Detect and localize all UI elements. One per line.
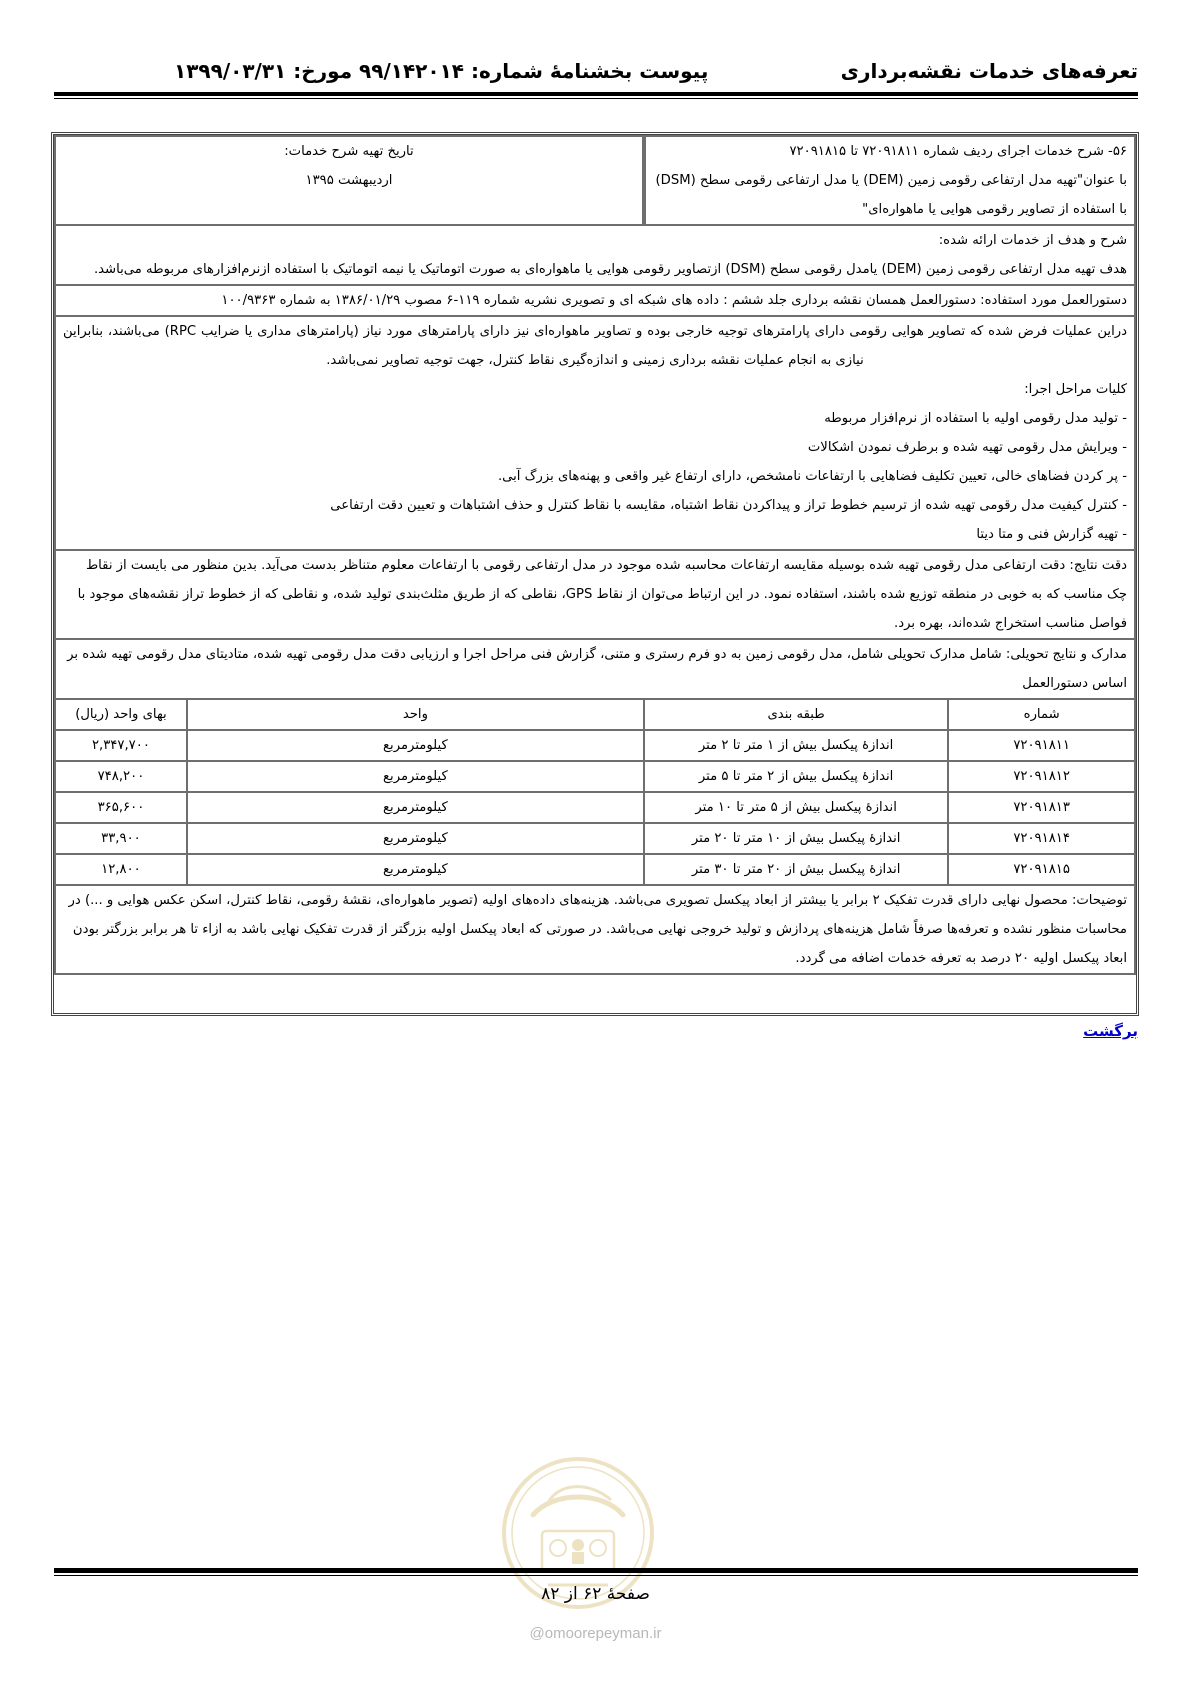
row-price: ۱۲,۸۰۰ <box>55 854 187 885</box>
table-row <box>55 854 1135 885</box>
header-price: بهای واحد (ریال) <box>55 699 187 730</box>
step-item: - تولید مدل رقومی اولیه با استفاده از نرم‌افزار مربوطه <box>824 411 1127 426</box>
back-link[interactable]: برگشت <box>1083 1022 1138 1040</box>
row-unit: کیلومترمربع <box>187 792 644 823</box>
description-text: هدف تهیه مدل ارتفاعی رقومی زمین (DEM) یامدل رقومی سطح (DSM) ازتصاویر رقومی هوایی یا ماهواره‌ای به صورت اتوماتیک یا نیمه اتوماتیک با استفاده ازنرم‌افزارهای مربوطه می‌باشد. <box>93 262 1127 277</box>
row-price: ۳۶۵,۶۰۰ <box>55 792 187 823</box>
description-heading: شرح و هدف از خدمات ارائه شده: <box>938 233 1127 248</box>
header-rule-thick <box>54 92 1138 96</box>
service-date-cell <box>55 136 644 225</box>
header-category: طبقه بندی <box>644 699 948 730</box>
header-unit: واحد <box>187 699 644 730</box>
seal-person-icon <box>572 1539 584 1551</box>
row-number: ۷۲۰۹۱۸۱۲ <box>948 761 1135 792</box>
step-item: - کنترل کیفیت مدل رقومی تهیه شده از ترسیم خطوط تراز و پیداکردن نقاط اشتباه، مقایسه با نقاط کنترل و حذف اشتباهات و تعیین دقت ارتفاعی <box>330 498 1127 513</box>
step-item: - تهیه گزارش فنی و متا دیتا <box>976 527 1127 542</box>
seal-person-body <box>572 1552 584 1564</box>
row-number: ۷۲۰۹۱۸۱۴ <box>948 823 1135 854</box>
row-number: ۷۲۰۹۱۸۱۱ <box>948 730 1135 761</box>
table-row <box>55 761 1135 792</box>
row-unit: کیلومترمربع <box>187 730 644 761</box>
row-category: اندازۀ پیکسل بیش از ۱۰ متر تا ۲۰ متر <box>644 823 948 854</box>
header-rule-thin <box>54 98 1138 99</box>
notes-text: توضیحات: محصول نهایی دارای قدرت تفکیک ۲ برابر یا بیشتر از ابعاد پیکسل تصویری می‌باشد. هزینه‌های داده‌های اولیه (تصویر ماهواره‌ای، نقشۀ رقومی، نقاط کنترل، اسکن عکس هوایی و ...) در محاسبات منظور نشده و تعرفه‌ها صرفاً شامل هزینه‌های پردازش و تولید خروجی نهایی می‌باشد. در صورتی که ابعاد پیکسل اولیه بزرگتر از قدرت تفکیک نهایی باشد به ازاء تا هر برابر بزرگتر بودن ابعاد پیکسل اولیه ۲۰ درصد به تعرفه خدمات اضافه می گردد. <box>55 885 1135 974</box>
description-row <box>55 225 1135 285</box>
description-cell <box>55 225 1135 285</box>
footer-rule-thick <box>54 1568 1138 1573</box>
price-table-header-row <box>55 699 1135 730</box>
accuracy-text: دقت نتایج: دقت ارتفاعی مدل رقومی تهیه شده بوسیله مقایسه ارتفاعات محاسبه شده موجود در مدل ارتفاعی رقومی با ارتفاعات معلوم متناظر بدست می‌آید. بدین منظور می بایست از نقاط چک مناسب که به خوبی در منطقه توزیع شده باشند، استفاده نمود. در این ارتباط می‌توان از نقاط GPS، نقاطی که از طریق مثلث‌بندی تولید شده، و نقاطی که از خطوط تراز نقشه‌های موجود با فواصل مناسب استخراج شده‌اند، بهره برد. <box>55 550 1135 639</box>
row-price: ۷۴۸,۲۰۰ <box>55 761 187 792</box>
row-category: اندازۀ پیکسل بیش از ۵ متر تا ۱۰ متر <box>644 792 948 823</box>
service-date-value: اردیبهشت ۱۳۹۵ <box>305 173 393 188</box>
instruction-text: دستورالعمل مورد استفاده: دستورالعمل همسان نقشه برداری جلد ششم : داده های شبکه ای و تصویری نشریه شماره ۱۱۹-۶ مصوب ۱۳۸۶/۰۱/۲۹ به شماره ۱۰۰/۹۳۶۳ <box>55 285 1135 316</box>
table-row <box>55 730 1135 761</box>
site-url: @omoorepeyman.ir <box>529 1625 662 1642</box>
row-category: اندازۀ پیکسل بیش از ۲۰ متر تا ۳۰ متر <box>644 854 948 885</box>
service-line-2: با عنوان"تهیه مدل ارتفاعی رقومی زمین (DEM) یا مدل ارتفاعی رقومی سطح (DSM) با استفاده از تصاویر رقومی هوایی یا ماهواره‌ای" <box>655 173 1127 217</box>
page-header <box>54 55 1138 91</box>
row-price: ۲,۳۴۷,۷۰۰ <box>55 730 187 761</box>
row-number: ۷۲۰۹۱۸۱۵ <box>948 854 1135 885</box>
accuracy-row <box>55 550 1135 639</box>
row-unit: کیلومترمربع <box>187 854 644 885</box>
row-category: اندازۀ پیکسل بیش از ۱ متر تا ۲ متر <box>644 730 948 761</box>
seal-gear-icon <box>590 1540 606 1556</box>
row-category: اندازۀ پیکسل بیش از ۲ متر تا ۵ متر <box>644 761 948 792</box>
service-title-cell <box>644 136 1135 225</box>
row-price: ۳۳,۹۰۰ <box>55 823 187 854</box>
row-unit: کیلومترمربع <box>187 761 644 792</box>
service-description-table <box>54 135 1136 975</box>
service-line-1: ۵۶- شرح خدمات اجرای ردیف شماره ۷۲۰۹۱۸۱۱ تا ۷۲۰۹۱۸۱۵ <box>789 144 1127 159</box>
notes-row <box>55 885 1135 974</box>
table-row <box>55 823 1135 854</box>
page-number: صفحۀ ۶۲ از ۸۲ <box>541 1584 650 1604</box>
deliverables-text: مدارک و نتایج تحویلی: شامل مدارک تحویلی شامل، مدل رقومی زمین به دو فرم رستری و متنی، گزارش فنی مراحل اجرا و ارزیابی دقت مدل رقومی تهیه شده، متادیتای مدل رقومی تهیه شده بر اساس دستورالعمل <box>55 639 1135 699</box>
steps-heading: کلیات مراحل اجرا: <box>1024 382 1127 397</box>
seal-gear-icon <box>550 1540 566 1556</box>
document-title: تعرفه‌های خدمات نقشه‌برداری <box>840 59 1138 83</box>
step-item: - ویرایش مدل رقومی تهیه شده و برطرف نمودن اشکالات <box>807 440 1127 455</box>
footer-rule-thin <box>54 1575 1138 1576</box>
service-date-label: تاریخ تهیه شرح خدمات: <box>284 144 414 159</box>
operations-cell <box>55 316 1135 550</box>
operations-intro: دراین عملیات فرض شده که تصاویر هوایی رقومی دارای پارامترهای توجیه خارجی بوده و تصاویر ماهواره‌ای نیز دارای پارامترهای مورد نیاز (پارامترهای مداری یا ضرایب RPC) می‌باشند، بنابراین نیازی به انجام عملیات نقشه برداری زمینی و اندازه‌گیری نقاط کنترل، جهت توجیه تصاویر نمی‌باشد. <box>63 324 1127 368</box>
deliverables-row <box>55 639 1135 699</box>
operations-row <box>55 316 1135 550</box>
step-item: - پر کردن فضاهای خالی، تعیین تکلیف فضاهایی با ارتفاعات نامشخص، دارای ارتفاع غیر واقعی و پهنه‌های بزرگ آبی. <box>497 469 1127 484</box>
header-number: شماره <box>948 699 1135 730</box>
table-row <box>55 792 1135 823</box>
row-number: ۷۲۰۹۱۸۱۳ <box>948 792 1135 823</box>
service-title-row <box>55 136 1135 225</box>
circular-reference: پیوست بخشنامۀ شماره: ۹۹/۱۴۲۰۱۴ مورخ: ۱۳۹۹/۰۳/۳۱ <box>174 59 709 83</box>
row-unit: کیلومترمربع <box>187 823 644 854</box>
instruction-row <box>55 285 1135 316</box>
